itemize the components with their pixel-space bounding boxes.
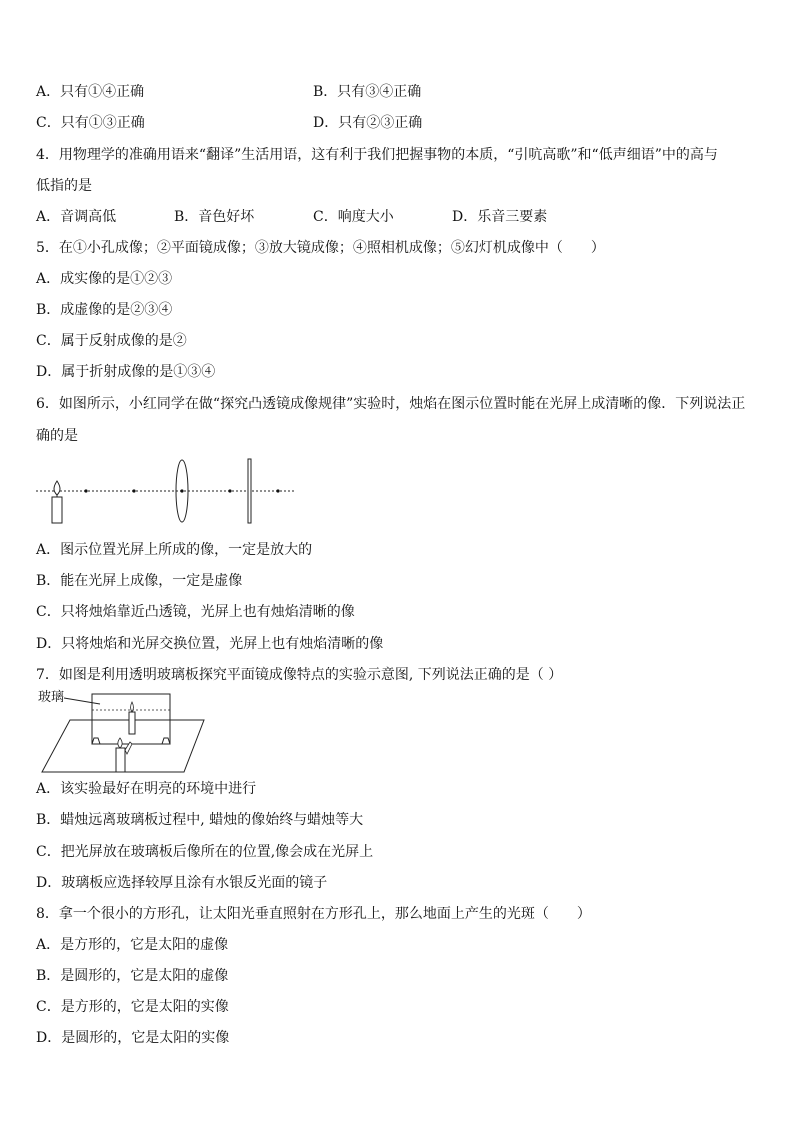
candle-icon [116, 738, 132, 772]
q4-option-a: A．音调高低 [36, 209, 117, 225]
q4-stem-line2: 低指的是 [36, 178, 92, 194]
axis-dot [132, 489, 135, 492]
q6-option-a: A．图示位置光屏上所成的像，一定是放大的 [36, 542, 313, 558]
q4-option-d: D．乐音三要素 [452, 209, 548, 225]
q8-stem: 8．拿一个很小的方形孔，让太阳光垂直照射在方形孔上，那么地面上产生的光斑（ ） [36, 906, 591, 922]
q3-option-d: D．只有②③正确 [313, 115, 423, 131]
q8-option-c: C．是方形的，它是太阳的实像 [36, 999, 229, 1015]
q6-option-c: C．只将烛焰靠近凸透镜，光屏上也有烛焰清晰的像 [36, 604, 355, 620]
q3-option-b: B．只有③④正确 [313, 84, 422, 100]
q5-stem: 5．在①小孔成像；②平面镜成像；③放大镜成像；④照相机成像；⑤幻灯机成像中（ ） [36, 240, 605, 256]
q5-option-c: C．属于反射成像的是② [36, 333, 187, 349]
q4-option-b: B．音色好坏 [174, 209, 255, 225]
axis-dot [180, 489, 183, 492]
q3-option-a: A．只有①④正确 [36, 84, 145, 100]
q5-option-a: A．成实像的是①②③ [36, 271, 173, 287]
glass-label: 玻璃 [38, 690, 65, 705]
support-left [92, 738, 100, 744]
candle-image-icon [129, 702, 135, 734]
q6-option-b: B．能在光屏上成像，一定是虚像 [36, 573, 243, 589]
q8-option-d: D．是圆形的，它是太阳的实像 [36, 1030, 230, 1046]
lens-experiment-figure [34, 455, 304, 529]
q5-option-b: B．成虚像的是②③④ [36, 302, 173, 318]
q3-option-c: C．只有①③正确 [36, 115, 145, 131]
q6-stem-line1: 6．如图所示，小红同学在做“探究凸透镜成像规律”实验时，烛焰在图示位置时能在光屏上成清晰的像．下列说法正 [36, 396, 746, 412]
q7-option-a: A．该实验最好在明亮的环境中进行 [36, 781, 257, 797]
q8-option-b: B．是圆形的，它是太阳的虚像 [36, 968, 229, 984]
q6-option-d: D．只将烛焰和光屏交换位置，光屏上也有烛焰清晰的像 [36, 636, 384, 652]
q4-option-c: C．响度大小 [313, 209, 394, 225]
light-screen-icon [248, 459, 251, 523]
axis-dot [228, 489, 231, 492]
q7-option-c: C．把光屏放在玻璃板后像所在的位置,像会成在光屏上 [36, 844, 374, 860]
axis-dot [84, 489, 87, 492]
candle-icon [52, 481, 62, 523]
q8-option-a: A．是方形的，它是太阳的虚像 [36, 937, 229, 953]
plane-mirror-figure [34, 688, 214, 776]
axis-dot [276, 489, 279, 492]
label-leader [64, 698, 100, 704]
q7-option-d: D．玻璃板应选择较厚且涂有水银反光面的镜子 [36, 875, 328, 891]
q6-stem-line2: 确的是 [36, 428, 78, 444]
q5-option-d: D．属于折射成像的是①③④ [36, 364, 216, 380]
q7-stem: 7．如图是利用透明玻璃板探究平面镜成像特点的实验示意图, 下列说法正确的是（ ） [36, 667, 563, 683]
q4-stem-line1: 4．用物理学的准确用语来“翻译”生活用语，这有利于我们把握事物的本质，“引吭高歌”和“低声细语”中的高与 [36, 147, 718, 163]
q7-option-b: B．蜡烛远离玻璃板过程中, 蜡烛的像始终与蜡烛等大 [36, 812, 364, 828]
support-right [162, 738, 170, 744]
